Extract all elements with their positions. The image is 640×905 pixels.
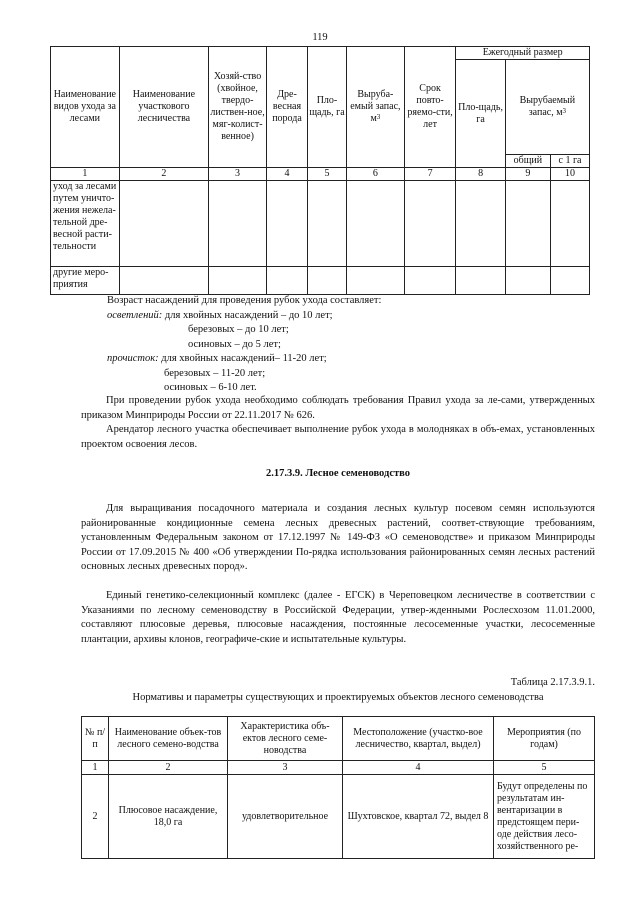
header-area: Пло-щадь, га (308, 47, 347, 168)
col-number: 10 (551, 168, 590, 181)
cell-location: Шухтовское, квартал 72, выдел 8 (343, 775, 494, 859)
age-pro-aspen: осиновых – 6-10 лет. (164, 382, 257, 393)
col-number: 7 (404, 168, 456, 181)
row-label: уход за лесами путем уничто-жения нежела-тельной дре-весной расти-тельности (51, 181, 120, 267)
col-number: 5 (494, 761, 595, 775)
header-economy: Хозяй-ство (хвойное, твердо-листвен-ное, мяг-колист-венное) (209, 47, 267, 168)
row-label: другие меро-приятия (51, 267, 120, 295)
header-annual-size: Ежегодный размер (456, 47, 590, 60)
header-period: Срок повто-ряемо-сти, лет (404, 47, 456, 168)
header-object-name: Наименование объек-тов лесного семено-водства (109, 717, 228, 761)
age-osv-aspen: осиновых – до 5 лет; (188, 338, 281, 350)
col-number: 1 (51, 168, 120, 181)
table-row (51, 267, 590, 295)
header-per-ha: с 1 га (551, 155, 590, 168)
header-index: № п/п (82, 717, 109, 761)
age-pro-line: прочисток: для хвойных насаждений– 11-20 лет; (107, 353, 327, 364)
column-numbers-row (82, 761, 595, 775)
paragraph-rules: При проведении рубок ухода необходимо соблюдать требования Правил ухода за ле-сами, утвержденных приказом Минприроды России от 22.11.2017 № 626. (81, 395, 595, 421)
cell-object-name: Плюсовое насаждение, 18,0 га (109, 775, 228, 859)
col-number: 9 (505, 168, 550, 181)
page-number: 119 (312, 32, 328, 43)
header-species: Дре-весная порода (266, 47, 307, 168)
header-characteristic: Характеристика объ-ектов лесного семе-новодства (228, 717, 343, 761)
header-volume: Выруба-емый запас, $м^3$ (346, 47, 404, 168)
col-number: 3 (228, 761, 343, 775)
age-block (107, 294, 587, 396)
table-title: Нормативы и параметры существующих и проектируемых объектов лесного семеноводства (132, 692, 544, 703)
header-annual-volume: Вырубаемый запас, $м^3$ (505, 60, 589, 155)
forest-care-table (50, 46, 590, 295)
header-location: Местоположение (участко-вое лесничество, квартал, выдел) (343, 717, 494, 761)
col-number: 2 (109, 761, 228, 775)
header-total: общий (505, 155, 550, 168)
header-measures: Мероприятия (по годам) (494, 717, 595, 761)
col-number: 3 (209, 168, 267, 181)
col-number: 4 (343, 761, 494, 775)
col-number: 5 (308, 168, 347, 181)
age-pro-birch: березовых – 11-20 лет; (164, 367, 266, 379)
col-number: 2 (119, 168, 208, 181)
paragraph-tenant: Арендатор лесного участка обеспечивает выполнение рубок ухода в молодняках в объ-емах, установленных проектом освоения лесов. (81, 424, 595, 450)
cell-characteristic: удовлетворительное (228, 775, 343, 859)
header-care-type: Наименование видов ухода за лесами (51, 47, 120, 168)
age-osv-birch: березовых – до 10 лет; (188, 324, 289, 335)
age-intro: Возраст насаждений для проведения рубок ухода составляет: (107, 295, 382, 306)
col-number: 1 (82, 761, 109, 775)
age-osv-line: осветлений: для хвойных насаждений – до 10 лет; (107, 309, 333, 321)
cell-index: 2 (82, 775, 109, 859)
table-label: Таблица 2.17.3.9.1. (510, 677, 595, 688)
paragraph-seeds: Для выращивания посадочного материала и создания лесных культур посевом семян используются районированные кондиционные семена лесных древесных растений, соответ-ствующие требованиям, установленным Федеральным законом от 17.12.1997 № 149-ФЗ «О семеноводстве» и приказом Минприроды России от 17.09.2015 № 400 «Об утверждении По-рядка использования районированных семян лесных растений основных лесных древесных пород». (81, 503, 595, 572)
col-number: 6 (346, 168, 404, 181)
column-numbers-row (51, 168, 590, 181)
table-row (82, 775, 595, 859)
seed-objects-table (81, 716, 595, 859)
col-number: 8 (456, 168, 505, 181)
header-forestry: Наименование участкового лесничества (119, 47, 208, 168)
header-annual-area: Пло-щадь, га (456, 60, 505, 168)
section-title: 2.17.3.9. Лесное семеноводство (266, 468, 410, 479)
col-number: 4 (266, 168, 307, 181)
paragraph-egsk: Единый генетико-селекционный комплекс (далее - ЕГСК) в Череповецком лесничестве в соответствии с Указаниями по лесному семеноводству в Российской Федерации, утвер-жденными Рослесхозом 11.01.2000, составляют плюсовые деревья, плюсовые насаждения, постоянные лесосеменные участки, лесосеменные плантации, архивы клонов, географиче-ские и испытательные культуры. (81, 590, 595, 645)
cell-measures: Будут определены по результатам ин-вентаризации в предстоящем пери-оде действия лесо-хозяйственного ре- (494, 775, 595, 859)
table-row (51, 181, 590, 267)
